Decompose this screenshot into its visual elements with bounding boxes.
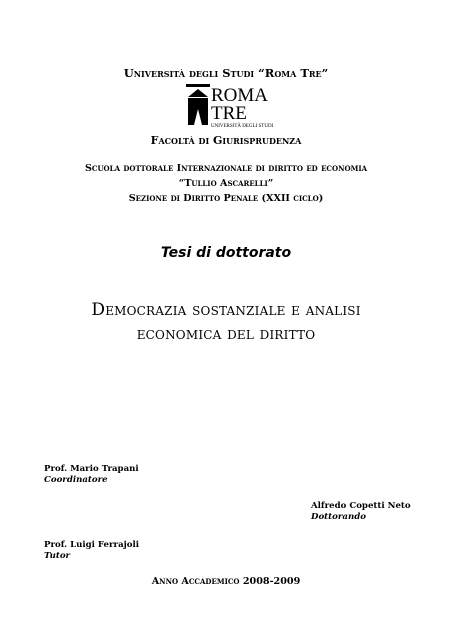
logo-subtitle-text: UNIVERSITÀ DEGLI STUDI — [211, 124, 274, 129]
section-name: Sezione di Diritto Penale (XXII ciclo) — [128, 193, 324, 204]
candidate-block — [311, 501, 411, 523]
candidate-name: Alfredo Copetti Neto — [311, 501, 411, 511]
coordinator-role: Coordinatore — [44, 475, 108, 485]
logo-roma-text: ROMA — [211, 85, 269, 106]
thesis-title-line2: economica del diritto — [136, 324, 316, 344]
logo-tre-text: TRE — [211, 103, 247, 124]
roma-tre-logo — [186, 83, 276, 129]
faculty-name: Facoltà di Giurisprudenza — [150, 134, 302, 147]
candidate-role: Dottorando — [311, 512, 366, 522]
university-name: Università degli Studi “Roma Tre” — [123, 66, 329, 80]
tutor-role: Tutor — [44, 551, 71, 561]
doctoral-school: Scuola dottorale Internazionale di diritto ed economia — [84, 163, 368, 174]
coordinator-block — [44, 464, 139, 486]
coordinator-name: Prof. Mario Trapani — [44, 464, 139, 474]
tutor-name: Prof. Luigi Ferrajoli — [44, 540, 140, 550]
academic-year: Anno Accademico 2008-2009 — [151, 576, 301, 587]
thesis-title-line1: Democrazia sostanziale e analisi — [91, 300, 361, 320]
thesis-type: Tesi di dottorato — [160, 245, 292, 261]
tutor-block — [44, 540, 139, 562]
doctoral-school-name: “Tullio Ascarelli” — [178, 178, 274, 189]
